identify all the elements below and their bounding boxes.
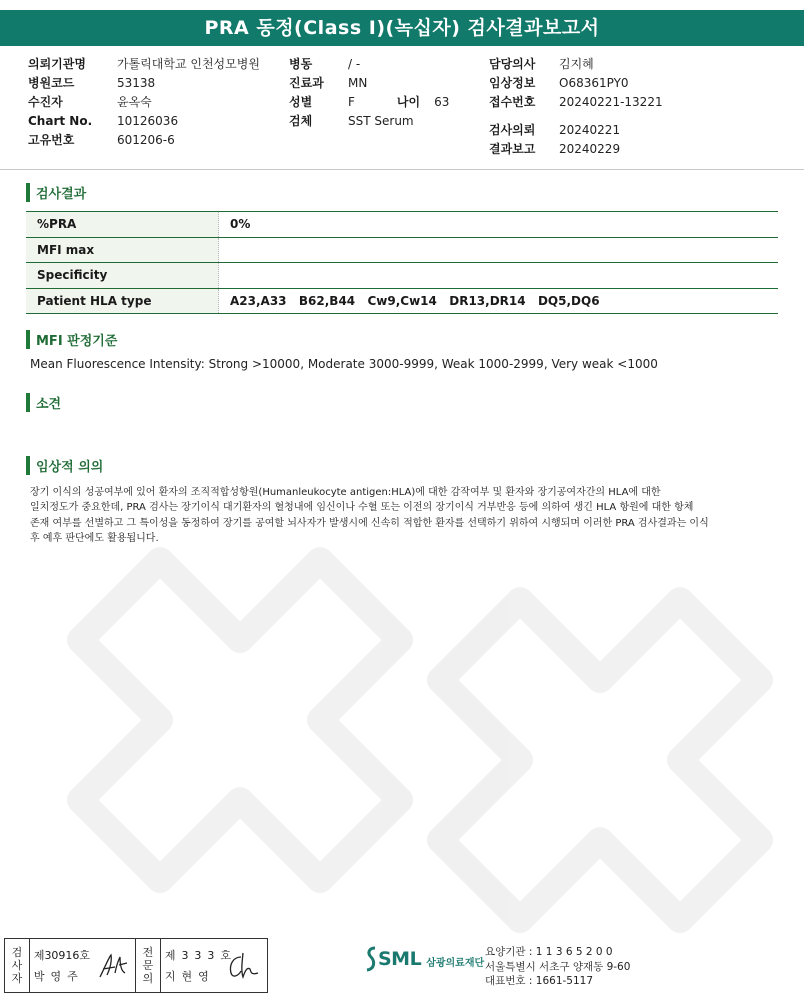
info-row <box>28 131 260 150</box>
info-row <box>289 55 449 74</box>
confirmer-name: 지현영 <box>164 970 215 983</box>
info-value: SST Serum <box>348 114 414 128</box>
mfi-criteria-text: Mean Fluorescence Intensity: Strong >10000, Moderate 3000-9999, Weak 1000-2999, Very weak <1000 <box>30 357 658 371</box>
info-row <box>28 55 260 74</box>
info-label: 성별 <box>289 95 313 109</box>
header-divider <box>0 169 804 170</box>
info-value: 20240221 <box>559 123 621 137</box>
sml-logo <box>365 945 484 973</box>
info-value: 601206-6 <box>117 133 175 147</box>
info-value: / - <box>348 57 361 71</box>
info-row <box>489 55 663 74</box>
section-heading-result <box>26 183 86 202</box>
info-value: 53138 <box>117 76 156 90</box>
examiner-cell <box>30 939 136 992</box>
row-value: A23,A33 B62,B44 Cw9,Cw14 DR13,DR14 DQ5,DQ6 <box>230 293 600 308</box>
age-label: 나이 <box>396 95 421 109</box>
info-value: 10126036 <box>117 114 179 128</box>
info-label: 고유번호 <box>28 133 75 147</box>
info-value: 김지혜 <box>559 57 594 71</box>
row-label: %PRA <box>26 212 219 237</box>
info-label: 담당의사 <box>489 57 536 71</box>
section-title: MFI 판정기준 <box>36 334 118 349</box>
table-row <box>26 263 778 289</box>
contact-line: 요양기관 : 1 1 3 6 5 2 0 0 <box>485 946 613 958</box>
text-line: 존재 여부를 선별하고 그 특이성을 동정하여 장기를 공여할 뇌사자가 발생시에 신속히 적합한 환자를 선택하기 위하여 시행되며 이러한 PRA 검사결과는 이식 <box>30 517 709 529</box>
row-label: Patient HLA type <box>26 289 219 314</box>
info-row <box>489 93 663 112</box>
info-label: 병원코드 <box>28 76 75 90</box>
sml-logo-icon <box>365 945 377 973</box>
text-line: 후 예후 판단에도 활용됩니다. <box>30 532 159 544</box>
row-value <box>219 263 778 288</box>
logo-subtitle: 삼광의료재단 <box>426 958 485 969</box>
info-row <box>489 140 663 159</box>
examiner-name: 박영주 <box>33 970 84 983</box>
table-row <box>26 289 778 315</box>
info-row <box>28 93 260 112</box>
text-line: 장기 이식의 성공여부에 있어 환자의 조직적합성항원(Humanleukocyte antigen:HLA)에 대한 감작여부 및 환자와 장기공여자간의 HLA에 대한 <box>30 487 661 498</box>
info-row <box>289 74 449 93</box>
info-label: 수진자 <box>28 95 63 109</box>
section-heading-mfi <box>26 330 117 349</box>
patient-info-col1 <box>28 55 260 150</box>
section-title: 소견 <box>36 397 62 412</box>
table-row <box>26 212 778 238</box>
report-title: PRA 동정(Class I)(녹십자) 검사결과보고서 <box>0 10 804 46</box>
info-value: 윤옥숙 <box>117 95 152 109</box>
info-value: 20240229 <box>559 142 621 156</box>
info-row <box>28 74 260 93</box>
label-char: 의 <box>142 972 154 985</box>
info-value: MN <box>348 76 368 90</box>
info-row <box>289 93 449 112</box>
confirmer-cell <box>161 939 267 992</box>
label-char: 검 <box>11 946 23 959</box>
label-char: 문 <box>142 959 154 972</box>
info-value: O68361PY0 <box>559 76 629 90</box>
info-value: F <box>348 95 355 109</box>
info-value: 가톨릭대학교 인천성모병원 <box>117 57 260 71</box>
section-title: 검사결과 <box>36 187 87 202</box>
signature-icon <box>97 951 129 981</box>
examiner-license: 제30916호 <box>33 949 91 962</box>
label-char: 사 <box>11 959 23 972</box>
info-label: 결과보고 <box>489 142 536 156</box>
label-char: 전 <box>142 946 154 959</box>
info-label: 접수번호 <box>489 95 536 109</box>
info-label: 진료과 <box>289 76 324 90</box>
result-table <box>26 211 778 314</box>
contact-line: 대표번호 : 1661-5117 <box>485 975 594 987</box>
label-char: 자 <box>11 972 23 985</box>
contact-line: 서울특별시 서초구 양재동 9-60 <box>485 960 631 973</box>
table-row <box>26 238 778 264</box>
text-line: 일치정도가 중요한데, PRA 검사는 장기이식 대기환자의 혈청내에 임신이나 수혈 또는 이전의 장기이식 거부반응 등에 의하여 생긴 HLA 항원에 대한 항체 <box>30 502 694 514</box>
info-label: 검사의뢰 <box>489 123 536 137</box>
info-row <box>489 74 663 93</box>
info-value: 20240221-13221 <box>559 95 663 109</box>
age-value: 63 <box>434 95 450 109</box>
confirmer-license: 제333호 <box>164 949 238 962</box>
info-row <box>289 112 449 131</box>
logo-text: SML <box>378 948 422 970</box>
patient-info-col2 <box>289 55 449 131</box>
signature-box <box>4 938 268 993</box>
info-row <box>28 112 260 131</box>
info-row <box>489 121 663 140</box>
confirmer-label <box>136 939 161 992</box>
section-heading-clinical <box>26 456 103 475</box>
info-label: Chart No. <box>28 114 93 128</box>
row-label: Specificity <box>26 263 219 288</box>
row-value <box>219 238 778 263</box>
info-label: 병동 <box>289 57 313 71</box>
section-title: 임상적 의의 <box>36 460 104 475</box>
info-label: 임상정보 <box>489 76 536 90</box>
clinical-significance-text <box>30 485 775 546</box>
examiner-label <box>5 939 30 992</box>
patient-info-col3 <box>489 55 663 159</box>
info-label: 의뢰기관명 <box>28 57 86 71</box>
signature-icon <box>225 951 261 981</box>
row-value: 0% <box>230 217 251 232</box>
section-heading-opinion <box>26 393 61 412</box>
contact-info <box>485 945 630 989</box>
info-label: 검체 <box>289 114 313 128</box>
row-label: MFI max <box>26 238 219 263</box>
